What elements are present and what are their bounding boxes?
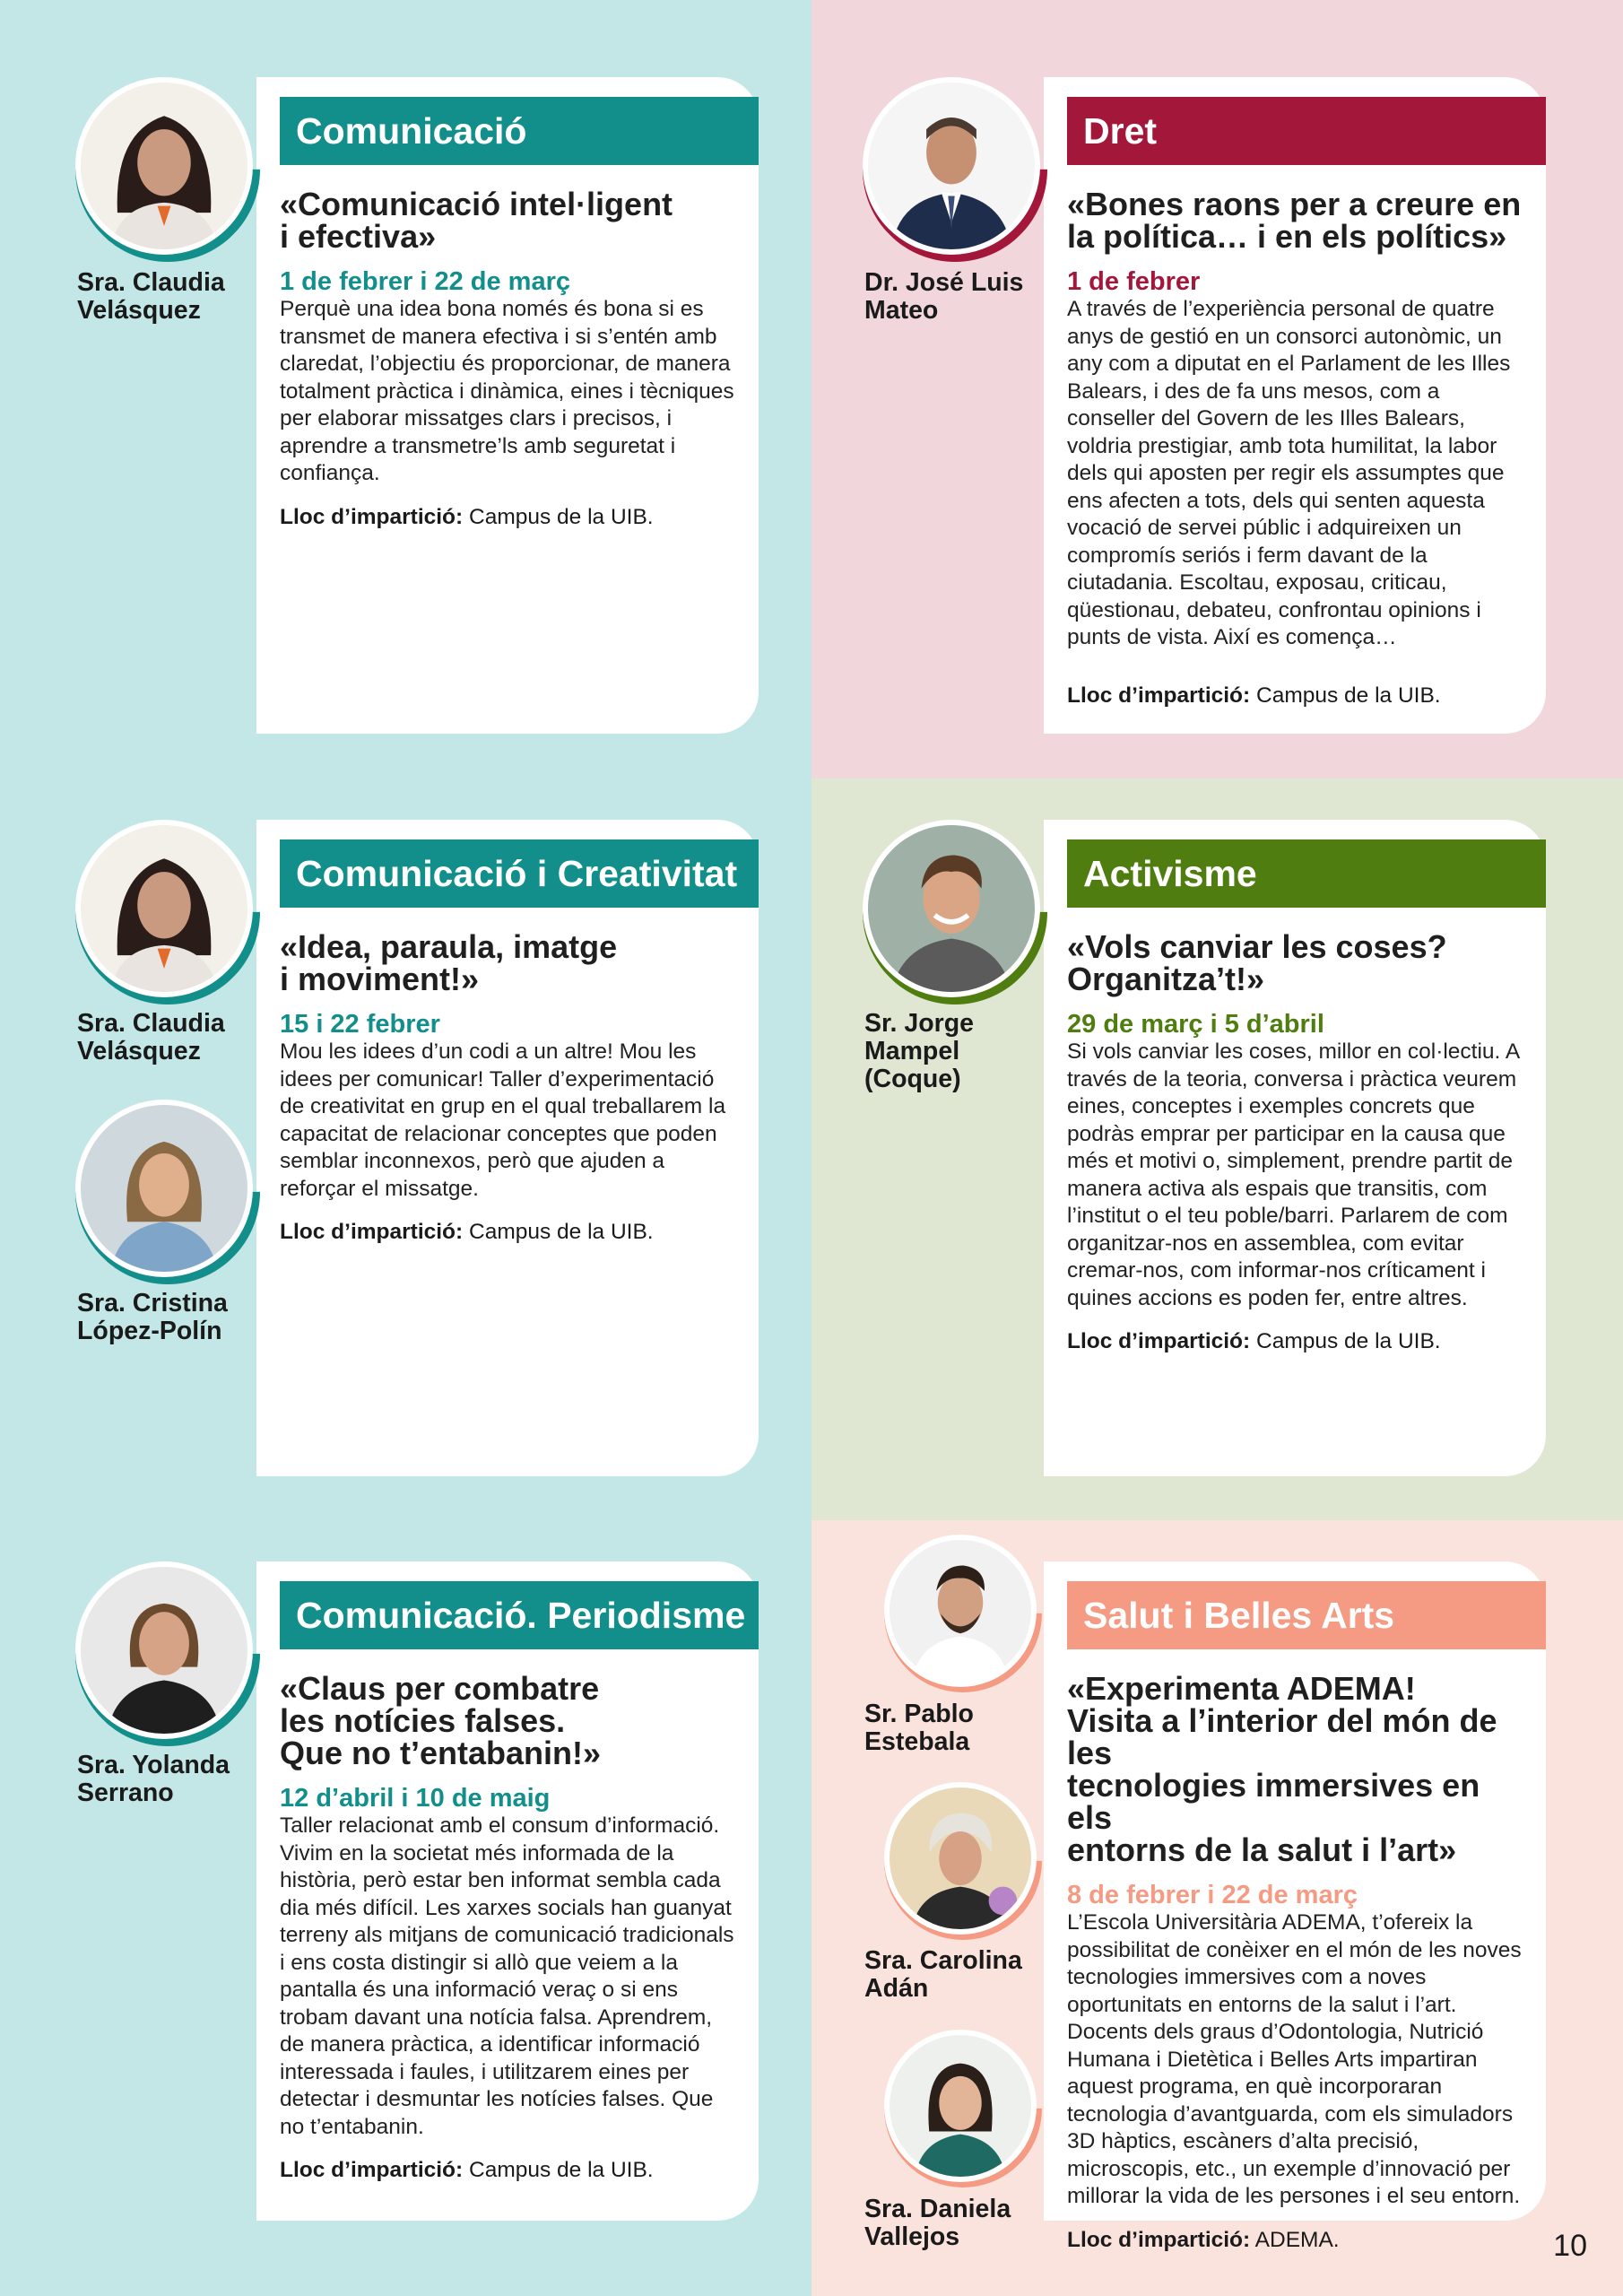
workshop-date: 1 de febrer: [1067, 267, 1201, 296]
venue-line: Lloc d’impartició: ADEMA.: [1067, 2227, 1340, 2252]
man-in-suit-portrait-icon: [868, 83, 1035, 249]
workshop-description: Taller relacionat amb el consum d’informació. Vivim en la societat més informada de la història, però estar ben informat sembla cada dia més difícil. Les xarxes socials han guanyat terreny als mitjans de comunicació tradicionals i ens costa distingir si allò que veiem a la pantalla és una informació veraç o si ens trobam davant una notícia falsa. Aprendrem, de manera pràctica, a identificar informació interessada i faules, i utilitzarem eines per detectar i desmuntar les notícies falses. Que no t’entabanin.: [280, 1813, 734, 2139]
workshop-title: «Comunicació intel·ligent i efectiva»: [280, 186, 673, 255]
workshop-title: «Experimenta ADEMA! Visita a l’interior del món de les tecnologies immersives en els entorns de la salut i l’art»: [1067, 1670, 1497, 1868]
woman-portrait-icon: [81, 825, 247, 992]
speaker-name: Sra. Carolina Adán: [864, 1946, 1022, 2003]
woman-portrait-icon: [890, 2035, 1031, 2177]
workshop-title: «Bones raons per a creure en la política… i en els polítics»: [1067, 186, 1522, 255]
woman-portrait-icon: [81, 83, 247, 249]
workshop-description: Si vols canviar les coses, millor en col·lectiu. A través de la teoria, conversa i pràctica veurem eines, conceptes i exemples concrets que podràs emprar per participar en la causa que més et motivi o, simplement, prendre partit de manera activa als espais que transitis, com l’institut o el teu poble/barri. Parlarem de com organitzar-nos en assemblea, com evitar cremar-nos, com informar-nos críticament i quines accions es poden fer, entre altres.: [1067, 1039, 1519, 1310]
speaker-photo-claudia-velasquez: [75, 820, 253, 997]
speaker-name: Sr. Jorge Mampel (Coque): [864, 1009, 974, 1093]
card-comunicacio: [256, 77, 759, 734]
speaker-photo-yolanda-serrano: [75, 1561, 253, 1739]
speaker-photo-daniela-vallejos: [884, 2030, 1037, 2182]
category-band: Activisme: [1067, 839, 1546, 908]
speaker-photo-jose-luis-mateo: [863, 77, 1040, 255]
man-portrait-icon: [890, 1540, 1031, 1682]
venue-line: Lloc d’impartició: Campus de la UIB.: [280, 1220, 654, 1244]
card-comunicacio-creativitat: [256, 820, 759, 1476]
venue-line: Lloc d’impartició: Campus de la UIB.: [1067, 683, 1441, 708]
workshop-title: «Vols canviar les coses? Organitza’t!»: [1067, 928, 1447, 997]
workshop-date: 29 de març i 5 d’abril: [1067, 1010, 1324, 1039]
category-band: Salut i Belles Arts: [1067, 1581, 1546, 1649]
man-portrait-icon: [868, 825, 1035, 992]
speaker-photo-pablo-estebala: [884, 1535, 1037, 1687]
category-band: Comunicació: [280, 97, 759, 165]
page-number: 10: [1553, 2229, 1587, 2263]
venue-line: Lloc d’impartició: Campus de la UIB.: [280, 504, 654, 529]
speaker-name: Sra. Yolanda Serrano: [77, 1751, 230, 1807]
workshop-title: «Idea, paraula, imatge i moviment!»: [280, 928, 618, 997]
speaker-photo-cristina-lopez-polin: [75, 1100, 253, 1277]
woman-portrait-icon: [81, 1105, 247, 1272]
card-dret: [1044, 77, 1546, 734]
workshop-description: Perquè una idea bona només és bona si es transmet de manera efectiva i si s’entén amb claredat, l’objectiu és proporcionar, de manera totalment pràctica i dinàmica, eines i tècniques per elaborar missatges clars i precisos, i aprendre a transmetre’ls amb seguretat i confiança.: [280, 297, 734, 485]
workshop-description: L’Escola Universitària ADEMA, t’ofereix la possibilitat de conèixer en el món de les noves tecnologies immersives com a noves oportunitats en entorns de la salut i l’art. Docents dels graus d’Odontologia, Nutrició Humana i Dietètica i Belles Arts impartiran aquest programa, en què incorporaran tecnologia d’avantguarda, com els simuladors 3D hàptics, escàners d’alta precisió, microscopis, etc., un exemple d’innovació per millorar la vida de les persones i el seu entorn.: [1067, 1910, 1522, 2208]
speaker-name: Sra. Daniela Vallejos: [864, 2195, 1011, 2251]
speaker-photo-carolina-adan: [884, 1782, 1037, 1935]
workshop-date: 15 i 22 febrer: [280, 1010, 440, 1039]
speaker-name: Sra. Claudia Velásquez: [77, 1009, 225, 1065]
speaker-photo-jorge-mampel: [863, 820, 1040, 997]
workshop-date: 12 d’abril i 10 de maig: [280, 1784, 551, 1813]
venue-line: Lloc d’impartició: Campus de la UIB.: [280, 2158, 654, 2182]
category-band: Comunicació i Creativitat: [280, 839, 759, 908]
speaker-name: Sr. Pablo Estebala: [864, 1700, 974, 1756]
card-activisme: [1044, 820, 1546, 1476]
workshop-description: Mou les idees d’un codi a un altre! Mou les idees per comunicar! Taller d’experimentació de creativitat en grup en el qual treballarem la capacitat de relacionar conceptes que poden semblar inconnexos, però que ajuden a reforçar el missatge.: [280, 1039, 726, 1201]
card-periodisme: [256, 1561, 759, 2221]
card-salut-belles-arts: [1044, 1561, 1546, 2252]
category-band: Comunicació. Periodisme: [280, 1581, 759, 1649]
workshop-description: A través de l’experiència personal de quatre anys de gestió en un consorci autonòmic, un any com a diputat en el Parlament de les Illes Balears, i des de fa uns mesos, com a conseller del Govern de les Illes Balears, voldria prestigiar, amb tota humilitat, la labor dels qui aposten per regir els assumptes que ens afecten a tots, dels qui senten aquesta vocació de servei públic i adquireixen un compromís seriós i ferm davant de la ciutadania. Escoltau, exposau, criticau, qüestionau, debateu, confrontau opinions i punts de vista. Així es comença…: [1067, 297, 1511, 649]
woman-portrait-icon: [81, 1567, 247, 1734]
workshop-title: «Claus per combatre les notícies falses. Que no t’entabanin!»: [280, 1670, 602, 1771]
speaker-name: Dr. José Luis Mateo: [864, 268, 1024, 325]
speaker-name: Sra. Cristina López-Polín: [77, 1289, 228, 1345]
speaker-name: Sra. Claudia Velásquez: [77, 268, 225, 325]
workshop-date: 8 de febrer i 22 de març: [1067, 1881, 1358, 1909]
woman-portrait-icon: [890, 1787, 1031, 1929]
speaker-photo-claudia-velasquez: [75, 77, 253, 255]
category-band: Dret: [1067, 97, 1546, 165]
venue-line: Lloc d’impartició: Campus de la UIB.: [1067, 1329, 1441, 1353]
workshop-date: 1 de febrer i 22 de març: [280, 267, 570, 296]
